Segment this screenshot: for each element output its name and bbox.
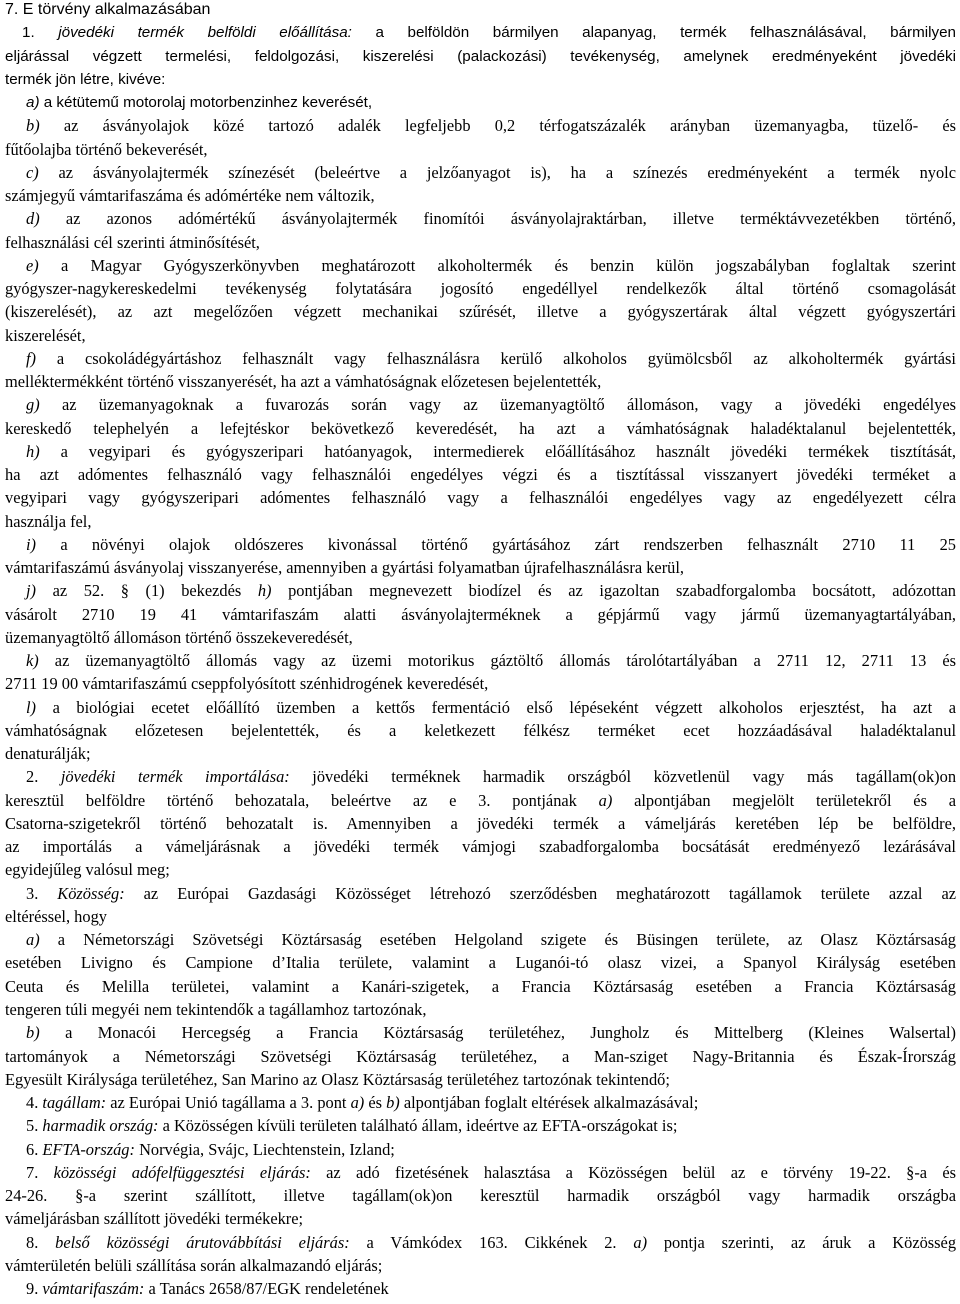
text-line xyxy=(5,416,956,441)
text-line xyxy=(5,1206,956,1231)
section-heading xyxy=(5,0,956,22)
text-segment: melléktermékként történő visszanyerését, ha azt a vámhatóságnak előzetesen bejelentették, xyxy=(5,372,602,392)
exception-a xyxy=(5,90,956,115)
text-segment: denaturálják; xyxy=(5,744,91,764)
italic-term: a) xyxy=(26,94,40,111)
text-segment: gyógyszer-nagykereskedelmi tevékenység folytatására jogosító engedéllyel rendelkezők által történő csomagolását xyxy=(5,279,956,299)
exception-b xyxy=(5,113,956,138)
text-segment: 8. xyxy=(26,1232,56,1252)
italic-term: közösségi adófelfüggesztési eljárás: xyxy=(53,1162,311,1182)
text-segment: a csokoládégyártáshoz felhasznált vagy felhasználásra kerülő alkoholos gyümölcsből az alkoholtermék gyártási xyxy=(36,348,956,368)
text-segment: jövedéki terméknek harmadik országból közvetlenül vagy más tagállam(ok)on xyxy=(289,767,957,787)
text-segment: felhasználási cél szerinti átminősítését, xyxy=(5,232,260,252)
text-segment: az ásványolajtermék színezését (beleértve a jelzőanyagot is), ha a színezés eredményeként a termék nyolc xyxy=(38,162,956,182)
exception-d xyxy=(5,206,956,231)
text-segment: a vegyipari és gyógyszeripari hatóanyagok, intermedierek előállításához használt jövedéki termékek tisztítását, xyxy=(39,441,956,461)
definition-2-start xyxy=(5,764,956,789)
text-segment: vámtarifaszámú ásványolaj visszanyerése, amennyiben a gyártási folyamatban újrafelhasználásra kerül, xyxy=(5,558,685,578)
text-segment: a Magyar Gyógyszerkönyvben meghatározott alkoholtermék és benzin külön jogszabályban foglaltak szerint xyxy=(38,255,956,275)
text-line xyxy=(5,788,956,813)
italic-term: a) xyxy=(598,790,613,810)
exception-i xyxy=(5,532,956,557)
text-segment: vámhatóságnak előzetesen bejelentették, és a keletkezett félkész terméket ecet hozzáadásával haladéktalanul xyxy=(5,720,956,740)
text-segment: 7. E törvény alkalmazásában xyxy=(5,1,211,18)
text-segment: az 52. § (1) bekezdés xyxy=(36,581,258,601)
text-line xyxy=(5,183,956,208)
text-segment: keresztül belföldre történő behozatala, beleértve az e 3. pontjának xyxy=(5,790,599,810)
exception-e xyxy=(5,253,956,278)
text-segment: vegyipari vagy gyógyszeripari adómentes felhasználó vagy a felhasználói engedélyes vagy az engedélyezett célra xyxy=(5,488,956,508)
text-segment: üzemanyagtöltő állomáson történő összekeveredését, xyxy=(5,627,353,647)
text-segment: 1. xyxy=(22,24,59,42)
definition-1-start xyxy=(5,20,956,45)
text-segment: a Tanács 2658/87/EGK rendeletének xyxy=(144,1279,389,1298)
text-segment: az üzemanyagtöltő állomás vagy az üzemi motorikus gáztöltő állomás tárolótartályában a 2711 12, 2711 13 és xyxy=(38,651,956,671)
text-segment: termék jön létre, kivéve: xyxy=(5,70,166,88)
text-line xyxy=(5,44,956,69)
text-segment: Egyesült Királysága területéhez, San Marino az Olasz Köztársaság területéhez tartozónak tekintendő; xyxy=(5,1069,670,1089)
italic-term: Közösség: xyxy=(57,883,125,903)
text-line xyxy=(5,509,956,534)
italic-term: jövedéki termék belföldi előállítása: xyxy=(58,24,352,42)
text-segment: alpontjában megjelölt területekről és a xyxy=(612,790,956,810)
text-segment: a Közösségen kívüli területen található állam, ideértve az EFTA-országokat is; xyxy=(158,1116,678,1136)
exception-k xyxy=(5,648,956,673)
text-line xyxy=(5,462,956,487)
text-line xyxy=(5,323,956,348)
definition-6 xyxy=(5,1137,956,1162)
text-segment: ha azt adómentes felhasználó vagy felhasználói engedélyes végzi és a tisztítással visszanyert jövedéki terméket a xyxy=(5,465,956,485)
text-segment: az azonos adómértékű ásványolajtermék finomítói ásványolajraktárban, illetve terméktávvezetékben történő, xyxy=(39,209,956,229)
text-segment: a belföldön bármilyen alapanyag, termék felhasználásával, bármilyen xyxy=(351,24,957,42)
italic-term: i) xyxy=(26,534,37,554)
italic-term: g) xyxy=(26,395,40,415)
text-segment: pontja szerinti, az áruk a Közösség xyxy=(647,1232,957,1252)
text-line xyxy=(5,276,956,301)
text-segment: a Vámkódex 163. Cikkének 2. xyxy=(349,1232,634,1252)
text-segment: kiszerelését, xyxy=(5,325,86,345)
text-line xyxy=(5,974,956,999)
text-segment: vámterületén belüli szállítása során alkalmazandó eljárás; xyxy=(5,1255,383,1275)
italic-term: jövedéki termék importálása: xyxy=(60,767,290,787)
text-line xyxy=(5,485,956,510)
text-line xyxy=(5,950,956,975)
text-line xyxy=(5,1253,956,1278)
italic-term: f) xyxy=(26,348,37,368)
italic-term: b) xyxy=(386,1093,400,1112)
text-segment: 3. xyxy=(26,883,58,903)
text-line xyxy=(5,904,956,929)
italic-term: EFTA-ország: xyxy=(42,1139,135,1159)
text-segment: kereskedő telephelyén a lefejtéskor bekövetkező keveredését, ha azt a vámhatóságnak haladéktalanul bejelentették, xyxy=(5,418,956,438)
text-line xyxy=(5,811,956,836)
italic-term: l) xyxy=(26,697,37,717)
text-segment: Ceuta és Melilla területei, valamint a Kanári-szigetek, a Francia Köztársaság esetében a Francia Köztársaság xyxy=(5,976,956,996)
text-segment: a kétütemű motorolaj motorbenzinhez keverését, xyxy=(39,94,373,111)
text-segment: eltéréssel, hogy xyxy=(5,906,107,926)
definition-8-start xyxy=(5,1230,956,1255)
text-line xyxy=(5,997,956,1022)
text-line xyxy=(5,741,956,766)
text-line xyxy=(5,625,956,650)
text-line xyxy=(5,671,956,696)
text-segment: 6. xyxy=(26,1139,43,1159)
text-segment: az adó fizetésének halasztása a Közösségen belül az e törvény 19-22. §-a és xyxy=(310,1162,956,1182)
exception-g xyxy=(5,392,956,417)
definition-3-a xyxy=(5,927,956,952)
text-segment: alpontjában foglalt eltérések alkalmazásával; xyxy=(399,1093,699,1112)
text-line xyxy=(5,857,956,882)
italic-term: j) xyxy=(26,581,37,601)
text-segment: az Európai Gazdasági Közösséget létrehozó szerződésben meghatározott tagállamok területe azzal az xyxy=(124,883,957,903)
text-segment: és xyxy=(364,1093,387,1112)
text-segment: 4. xyxy=(26,1093,43,1112)
exception-c xyxy=(5,160,956,185)
text-segment: egyidejűleg valósul meg; xyxy=(5,860,170,880)
text-line xyxy=(5,137,956,162)
exception-j xyxy=(5,578,956,603)
italic-term: a) xyxy=(26,930,40,950)
italic-term: a) xyxy=(633,1232,648,1252)
text-segment: tengeren túli megyéi nem tekintendők a tagállamhoz tartozónak, xyxy=(5,999,427,1019)
text-segment: a Németországi Szövetségi Köztársaság esetében Helgoland szigete és Büsingen területe, az Olasz Köztársaság xyxy=(39,930,956,950)
italic-term: b) xyxy=(26,1023,40,1043)
text-line xyxy=(5,1067,956,1092)
exception-l xyxy=(5,695,956,720)
text-segment: eljárással végzett termelési, feldolgozási, kiszerelési (palackozási) tevékenység, amelynek eredményeként jövedéki xyxy=(5,47,956,65)
text-segment: vámeljárásban szállított jövedéki termékekre; xyxy=(5,1209,304,1229)
italic-term: belső közösségi árutovábbítási eljárás: xyxy=(55,1232,350,1252)
text-segment: (kiszerelését), az azt megelőzően végzett mechanikai szűrését, illetve a gyógyszertárak által végzett gyógyszertári xyxy=(5,302,956,322)
italic-term: k) xyxy=(26,651,39,671)
text-line xyxy=(5,555,956,580)
italic-term: h) xyxy=(257,581,272,601)
text-segment: az üzemanyagoknak a fuvarozás során vagy az üzemanyagtöltő állomáson, vagy a jövedéki engedélyes xyxy=(39,395,956,415)
text-segment: esetében Livigno és Campione d’Italia területe, valamint a Luganói-tó olasz vizei, a Spanyol Királyság esetében xyxy=(5,953,956,973)
text-line xyxy=(5,718,956,743)
text-segment: 2711 19 00 vámtarifaszámú cseppfolyósított szénhidrogének keveredését, xyxy=(5,674,489,694)
text-segment: 2. xyxy=(26,767,61,787)
text-segment: 7. xyxy=(26,1162,54,1182)
definition-5 xyxy=(5,1113,956,1138)
text-segment: a növényi olajok oldószeres kivonással történő gyártásához zárt rendszerben felhasznált 2710 11 25 xyxy=(36,534,956,554)
italic-term: tagállam: xyxy=(42,1093,107,1112)
text-line xyxy=(5,230,956,255)
text-segment: számjegyű vámtarifaszáma és adómértéke nem változik, xyxy=(5,186,375,205)
text-segment: használja fel, xyxy=(5,511,92,531)
italic-term: h) xyxy=(26,441,40,461)
text-segment: az importálás a vámeljárásnak a jövedéki termék vámjogi szabadforgalomba bocsátását eredményező lezárásával xyxy=(5,837,956,857)
text-line xyxy=(5,1183,956,1208)
text-segment: vásárolt 2710 19 41 vámtarifaszám alatti ásványolajterméknek a gépjármű vagy jármű üzemanyagtartályában, xyxy=(5,604,956,624)
definition-3-b xyxy=(5,1020,956,1045)
definition-9 xyxy=(5,1276,956,1301)
text-line xyxy=(5,602,956,627)
exception-f xyxy=(5,346,956,371)
text-segment: fűtőolajba történő bekeverését, xyxy=(5,139,208,159)
text-segment: a Monacói Hercegség a Francia Köztársaság területéhez, Jungholz és Mittelberg (Kleines Walsertal) xyxy=(39,1023,956,1043)
text-line xyxy=(5,834,956,859)
italic-term: d) xyxy=(26,209,40,229)
definition-3-start xyxy=(5,881,956,906)
definition-7-start xyxy=(5,1160,956,1185)
text-segment: 9. xyxy=(26,1279,43,1298)
text-segment: a biológiai ecetet előállító üzemben a kettős fermentáció első lépéseként végzett alkoholos erjesztést, ha azt a xyxy=(36,697,956,717)
text-line xyxy=(5,1044,956,1069)
text-segment: az ásványolajok közé tartozó adalék legfeljebb 0,2 térfogatszázalék arányban üzemanyagba, tüzelő- és xyxy=(39,116,956,136)
italic-term: e) xyxy=(26,255,39,275)
exception-h xyxy=(5,439,956,464)
text-segment: tartományok a Németországi Szövetségi Köztársaság területéhez, a Man-sziget Nagy-Britannia és Észak-Írország xyxy=(5,1046,956,1066)
text-line xyxy=(5,369,956,394)
text-line xyxy=(5,299,956,324)
text-segment: pontjában megnevezett biodízel és az igazoltan szabadforgalomba bocsátott, adózottan xyxy=(271,581,956,601)
text-segment: 24-26. §-a szerint szállított, illetve tagállam(ok)on keresztül harmadik országból vagy harmadik országba xyxy=(5,1186,956,1205)
italic-term: harmadik ország: xyxy=(42,1116,159,1136)
text-line xyxy=(5,67,956,92)
text-segment: Csatorna-szigetekről történő behozatalt is. Amennyiben a jövedéki termék a vámeljárás keretében lép be belföldre, xyxy=(5,813,956,833)
italic-term: c) xyxy=(26,162,39,182)
text-segment: Norvégia, Svájc, Liechtenstein, Izland; xyxy=(134,1139,395,1159)
definition-4 xyxy=(5,1090,956,1115)
italic-term: a) xyxy=(350,1093,365,1112)
italic-term: b) xyxy=(26,116,40,136)
text-segment: az Európai Unió tagállama a 3. pont xyxy=(106,1093,351,1112)
text-segment: 5. xyxy=(26,1116,43,1136)
italic-term: vámtarifaszám: xyxy=(42,1279,145,1298)
